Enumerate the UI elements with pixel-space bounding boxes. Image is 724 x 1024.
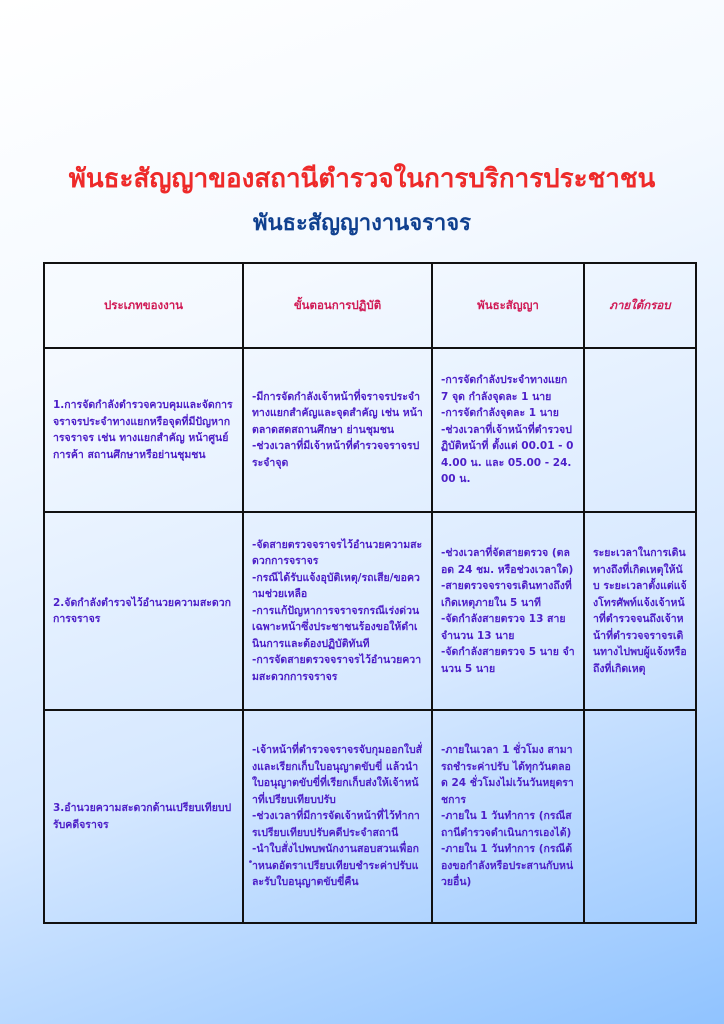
- header-commitment: พันธะสัญญา: [432, 263, 584, 348]
- cell-framework: [584, 348, 696, 512]
- cell-commitment: -ภายในเวลา 1 ชั่วโมง สามารถชำระค่าปรับ ได้ทุกวันตลอด 24 ชั่วโมงไม่เว้นวันหยุดราชการ -ภายใน 1 วันทำการ (กรณีสถานีตำรวจดำเนินการเองได้) -ภายใน 1 วันทำการ (กรณีต้องขอกำลังหรือประสานกับหน่วยอื่น): [432, 710, 584, 923]
- table-row: [44, 710, 696, 923]
- cell-commitment: -การจัดกำลังประจำทางแยก 7 จุด กำลังจุดละ 1 นาย -การจัดกำลังจุดละ 1 นาย -ช่วงเวลาที่เจ้าหน้าที่ตำรวจปฏิบัติหน้าที่ ตั้งแต่ 00.01 - 04.00 น. และ 05.00 - 24.00 น.: [432, 348, 584, 512]
- header-procedure: ขั้นตอนการปฏิบัติ: [243, 263, 432, 348]
- header-work-type: ประเภทของงาน: [44, 263, 243, 348]
- cell-procedure: -จัดสายตรวจจราจรไว้อำนวยความสะดวกการจราจร -กรณีได้รับแจ้งอุบัติเหตุ/รถเสีย/ขอความช่วยเหลือ -การแก้ปัญหาการจราจรกรณีเร่งด่วน เฉพาะหน้าซึ่งประชาชนร้องขอให้ดำเนินการและต้องปฏิบัติทันที -การจัดสายตรวจจราจรไว้อำนวยความสะดวกการจราจร: [243, 512, 432, 710]
- page-subtitle: พันธะสัญญางานจราจร: [253, 211, 471, 236]
- page-title: พันธะสัญญาของสถานีตำรวจในการบริการประชาชน: [68, 164, 656, 194]
- header-framework: ภายใต้กรอบ: [584, 263, 696, 348]
- table-row: [44, 348, 696, 512]
- cell-procedure: -มีการจัดกำลังเจ้าหน้าที่จราจรประจำทางแยกสำคัญและจุดสำคัญ เช่น หน้าตลาดสดสถานศึกษา ย่านชุมชน -ช่วงเวลาที่มีเจ้าหน้าที่ตำรวจจราจรประจำจุด: [243, 348, 432, 512]
- cell-commitment: -ช่วงเวลาที่จัดสายตรวจ (ตลอด 24 ชม. หรือช่วงเวลาใด) -สายตรวจจราจรเดินทางถึงที่เกิดเหตุภายใน 5 นาที -จัดกำลังสายตรวจ 13 สาย จำนวน 13 นาย -จัดกำลังสายตรวจ 5 นาย จำนวน 5 นาย: [432, 512, 584, 710]
- traffic-commitment-table: [43, 262, 697, 924]
- cell-work-type: 1.การจัดกำลังตำรวจควบคุมและจัดการจราจรประจำทางแยกหรือจุดที่มีปัญหาการจราจร เช่น ทางแยกสำคัญ หน้าศูนย์การค้า สถานศึกษาหรือย่านชุมชน: [44, 348, 243, 512]
- cell-work-type: 2.จัดกำลังตำรวจไว้อำนวยความสะดวกการจราจร: [44, 512, 243, 710]
- table-row: [44, 512, 696, 710]
- cell-work-type: 3.อำนวยความสะดวกด้านเปรียบเทียบปรับคดีจราจร: [44, 710, 243, 923]
- table-header-row: [44, 263, 696, 348]
- cell-procedure: -เจ้าหน้าที่ตำรวจจราจรจับกุมออกใบสั่งและเรียกเก็บใบอนุญาตขับขี่ แล้วนำใบอนุญาตขับขี่ที่เรียกเก็บส่งให้เจ้าหน้าที่เปรียบเทียบปรับ -ช่วงเวลาที่มีการจัดเจ้าหน้าที่ไว้ทำการเปรียบเทียบปรับคดีประจำสถานี -นำใบสั่งไปพบพนักงานสอบสวนเพื่อกำหนดอัตราเปรียบเทียบชำระค่าปรับและรับใบอนุญาตขับขี่คืน: [243, 710, 432, 923]
- cell-framework: ระยะเวลาในการเดินทางถึงที่เกิดเหตุให้นับ ระยะเวลาตั้งแต่แจ้งโทรศัพท์แจ้งเจ้าหน้าที่ตำรวจจนถึงเจ้าหน้าที่ตำรวจจราจรเดินทางไปพบผู้แจ้งหรือถึงที่เกิดเหตุ: [584, 512, 696, 710]
- cell-framework: [584, 710, 696, 923]
